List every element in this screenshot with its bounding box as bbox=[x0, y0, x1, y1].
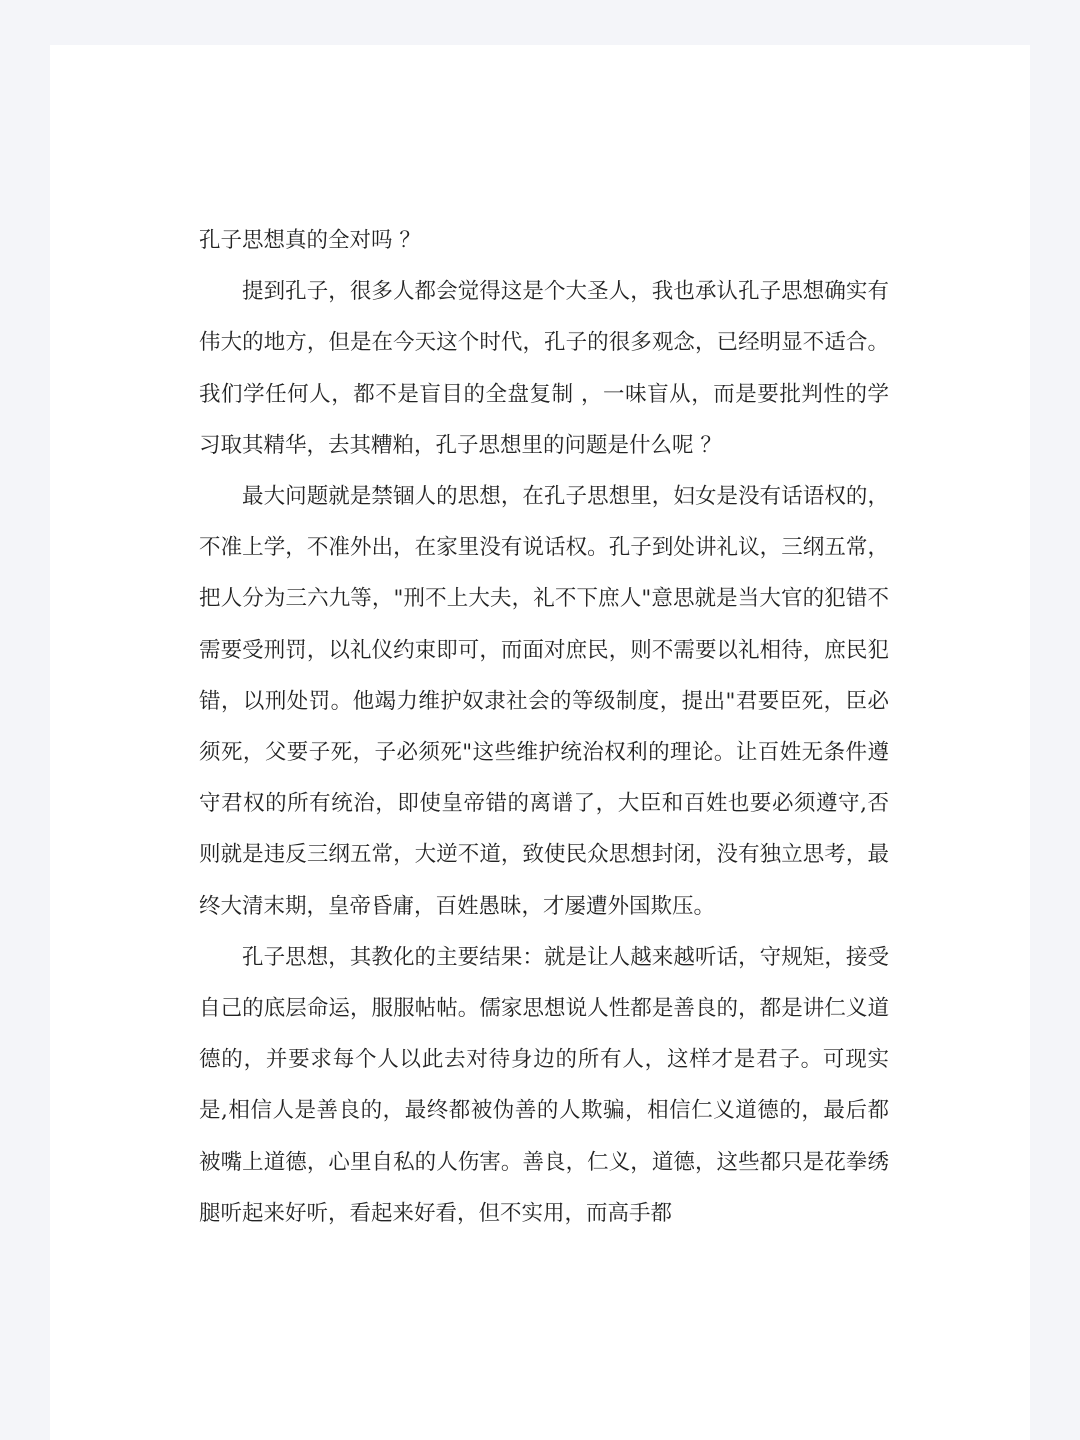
paragraph-2: 最大问题就是禁锢人的思想，在孔子思想里，妇女是没有话语权的，不准上学，不准外出，在家里没有说话权。孔子到处讲礼议，三纲五常，把人分为三六九等，"刑不上大夫，礼不下庶人"意思就是当大官的犯错不需要受刑罚，以礼仪约束即可，而面对庶民，则不需要以礼相待，庶民犯错，以刑处罚。他竭力维护奴隶社会的等级制度，提出"君要臣死，臣必须死，父要子死，子必须死"这些维护统治权利的理论。让百姓无条件遵守君权的所有统治，即使皇帝错的离谱了，大臣和百姓也要必须遵守,否则就是违反三纲五常，大逆不道，致使民众思想封闭，没有独立思考，最终大清末期，皇帝昏庸，百姓愚昧，才屡遭外国欺压。 bbox=[199, 484, 889, 919]
document-body bbox=[199, 215, 889, 1239]
paragraph-1: 提到孔子，很多人都会觉得这是个大圣人，我也承认孔子思想确实有伟大的地方，但是在今天这个时代，孔子的很多观念，已经明显不适合。我们学任何人，都不是盲目的全盘复制 ，一味盲从，而是要批判性的学习取其精华，去其糟粕，孔子思想里的问题是什么呢 ？ bbox=[199, 279, 889, 458]
paragraph-3: 孔子思想，其教化的主要结果：就是让人越来越听话，守规矩，接受自己的底层命运，服服帖帖。儒家思想说人性都是善良的，都是讲仁义道德的，并要求每个人以此去对待身边的所有人，这样才是君子。可现实是,相信人是善良的，最终都被伪善的人欺骗，相信仁义道德的，最后都被嘴上道德，心里自私的人伤害。善良，仁义，道德，这些都只是花拳绣腿听起来好听，看起来好看，但不实用，而高手都 bbox=[199, 944, 889, 1226]
document-page bbox=[50, 45, 1030, 1440]
document-title: 孔子思想真的全对吗 ？ bbox=[199, 228, 421, 253]
